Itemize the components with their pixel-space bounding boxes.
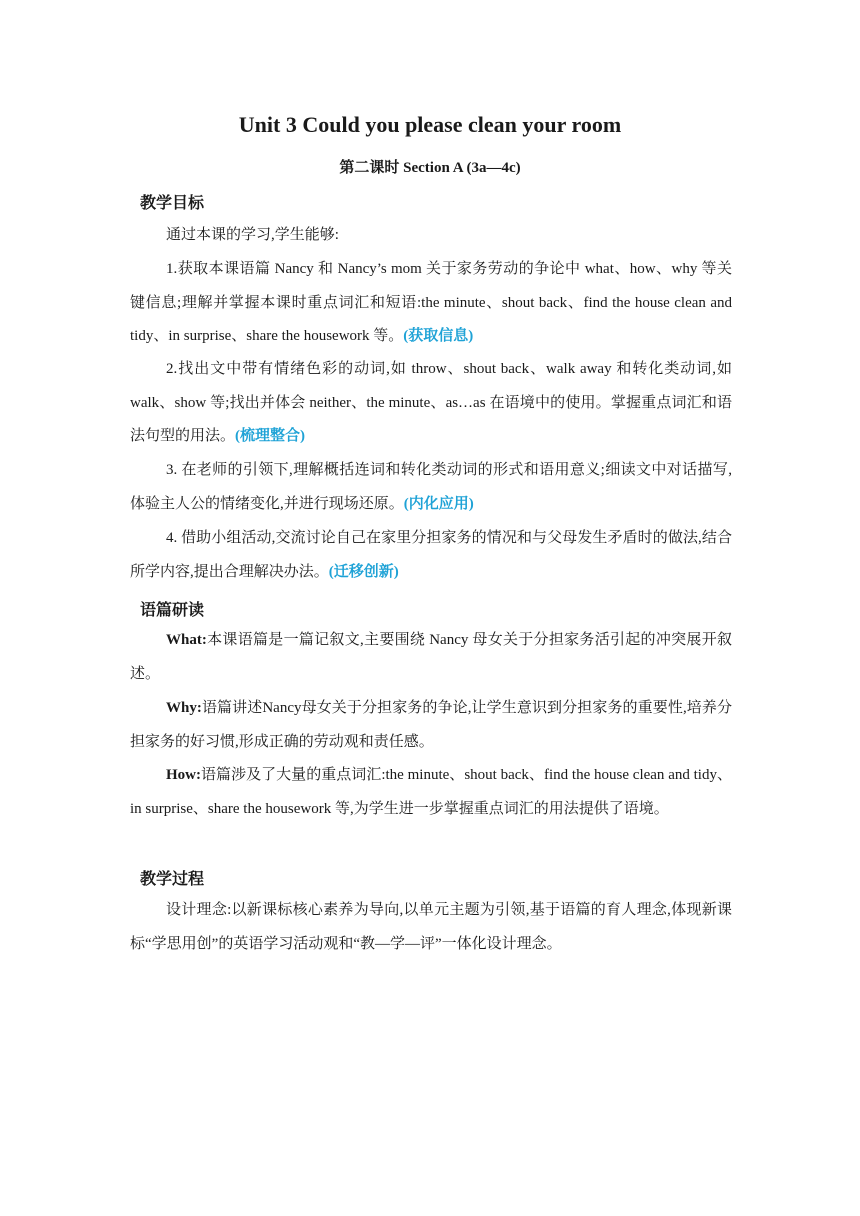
what-text: 本课语篇是一篇记叙文,主要围绕 Nancy 母女关于分担家务活引起的冲突展开叙述。 bbox=[130, 632, 732, 682]
objective-text: 2.找出文中带有情绪色彩的动词,如 throw、shout back、walk away 和转化类动词,如 walk、show 等;找出并体会 neither、the minute、as…as 在语境中的使用。掌握重点词汇和语法句型的用法。 bbox=[130, 361, 732, 444]
objective-item-3 bbox=[130, 454, 732, 521]
objective-tag: (梳理整合) bbox=[235, 428, 306, 444]
how-label: How: bbox=[166, 767, 201, 783]
objective-item-2 bbox=[130, 353, 732, 454]
objective-item-4 bbox=[130, 522, 732, 589]
document-title: Unit 3 Could you please clean your room bbox=[238, 112, 622, 137]
objective-tag: (内化应用) bbox=[403, 495, 474, 512]
objectives-heading: 教学目标 bbox=[140, 193, 205, 212]
how-text: 语篇涉及了大量的重点词汇:the minute、shout back、find the house clean and tidy、in surprise、share the housework 等,为学生进一步掌握重点词汇的用法提供了语境。 bbox=[130, 767, 732, 817]
why-text: 语篇讲述Nancy母女关于分担家务的争论,让学生意识到分担家务的重要性,培养分担家务的好习惯,形成正确的劳动观和责任感。 bbox=[130, 700, 732, 750]
objective-text: 1.获取本课语篇 Nancy 和 Nancy’s mom 关于家务劳动的争论中 what、how、why 等关键信息;理解并掌握本课时重点词汇和短语:the minute、shout back、find the house clean and tidy、in surprise、share the housework 等。 bbox=[130, 261, 732, 344]
objective-tag: (获取信息) bbox=[403, 328, 474, 344]
reading-why bbox=[130, 692, 732, 759]
reading-heading: 语篇研读 bbox=[140, 600, 205, 619]
what-label: What: bbox=[166, 632, 207, 648]
reading-what bbox=[130, 624, 732, 691]
objectives-intro: 通过本课的学习,学生能够: bbox=[166, 227, 339, 243]
lesson-subtitle: 第二课时 Section A (3a—4c) bbox=[339, 160, 521, 176]
process-heading: 教学过程 bbox=[140, 869, 205, 888]
objective-text: 4. 借助小组活动,交流讨论自己在家里分担家务的情况和与父母发生矛盾时的做法,结合所学内容,提出合理解决办法。 bbox=[130, 530, 732, 580]
objective-item-1 bbox=[130, 253, 732, 354]
process-text: 设计理念:以新课标核心素养为导向,以单元主题为引领,基于语篇的育人理念,体现新课标“学思用创”的英语学习活动观和“教—学—评”一体化设计理念。 bbox=[130, 902, 732, 952]
why-label: Why: bbox=[166, 700, 202, 716]
objective-tag: (迁移创新) bbox=[328, 563, 399, 580]
objective-text: 3. 在老师的引领下,理解概括连词和转化类动词的形式和语用意义;细读文中对话描写,体验主人公的情绪变化,并进行现场还原。 bbox=[130, 462, 732, 512]
reading-how bbox=[130, 759, 732, 826]
